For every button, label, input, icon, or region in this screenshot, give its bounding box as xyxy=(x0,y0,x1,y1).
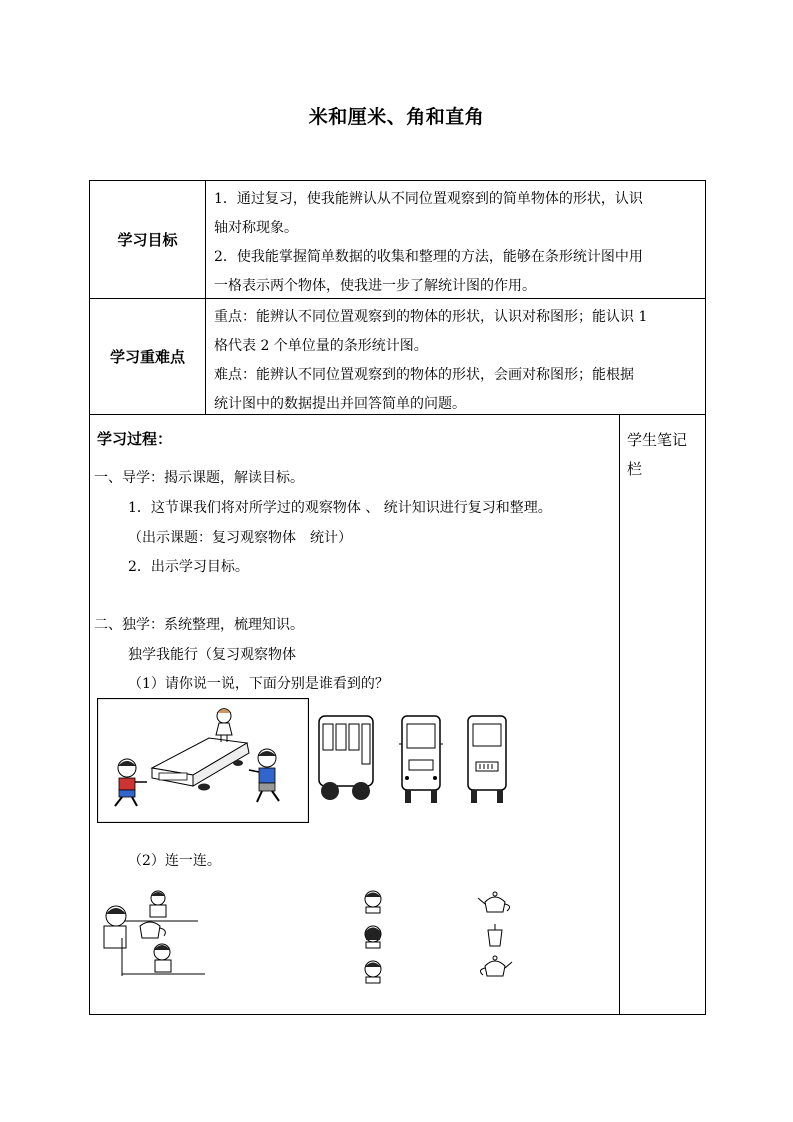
lesson-table xyxy=(89,180,706,1015)
keypoints-line-2: 格代表 2 个单位量的条形统计图。 xyxy=(214,338,428,354)
teapot-views-column xyxy=(475,888,515,988)
bus-rear-view xyxy=(463,714,511,806)
teapot-observation-picture xyxy=(100,886,210,986)
section-2-item-1: 独学我能行（复习观察物体 xyxy=(128,647,296,663)
question-2: （2）连一连。 xyxy=(128,853,221,869)
bus-side-view xyxy=(317,714,375,806)
question-1: （1）请你说一说，下面分别是谁看到的？ xyxy=(128,676,389,692)
goals-line-2: 轴对称现象。 xyxy=(214,220,298,236)
keypoints-content xyxy=(214,303,699,419)
bus-front-view xyxy=(397,714,445,806)
process-heading: 学习过程： xyxy=(97,430,173,448)
goals-label: 学习目标 xyxy=(117,231,178,249)
section-1-item-1: 1．这节课我们将对所学过的观察物体 、 统计知识进行复习和整理。 xyxy=(128,500,552,516)
section-2-heading: 二、独学：系统整理，梳理知识。 xyxy=(94,617,304,633)
goals-content xyxy=(214,185,699,301)
goals-line-3: 2．使我能掌握简单数据的收集和整理的方法，能够在条形统计图中用 xyxy=(214,249,643,265)
page-title: 米和厘米、角和直角 xyxy=(308,106,485,128)
goals-line-4: 一格表示两个物体，使我进一步了解统计图的作用。 xyxy=(214,278,536,294)
keypoints-line-4: 统计图中的数据提出并回答简单的问题。 xyxy=(214,396,466,412)
section-1-item-2: （出示课题：复习观察物体 统计） xyxy=(128,530,352,546)
kid-faces-column xyxy=(358,888,388,988)
col-divider xyxy=(205,181,206,414)
student-notes-label: 学生笔记栏 xyxy=(627,431,688,478)
section-1-item-3: 2．出示学习目标。 xyxy=(128,559,249,575)
keypoints-line-3: 难点：能辨认不同位置观察到的物体的形状，会画对称图形；能根据 xyxy=(214,367,634,383)
keypoints-label: 学习重难点 xyxy=(109,348,185,366)
section-1-heading: 一、导学：揭示课题，解读目标。 xyxy=(94,470,304,486)
vehicle-observation-picture xyxy=(97,698,309,823)
keypoints-line-1: 重点：能辨认不同位置观察到的物体的形状，认识对称图形；能认识 1 xyxy=(214,309,648,325)
goals-line-1: 1．通过复习，使我能辨认从不同位置观察到的简单物体的形状，认识 xyxy=(214,191,643,207)
col-divider xyxy=(619,414,620,1015)
